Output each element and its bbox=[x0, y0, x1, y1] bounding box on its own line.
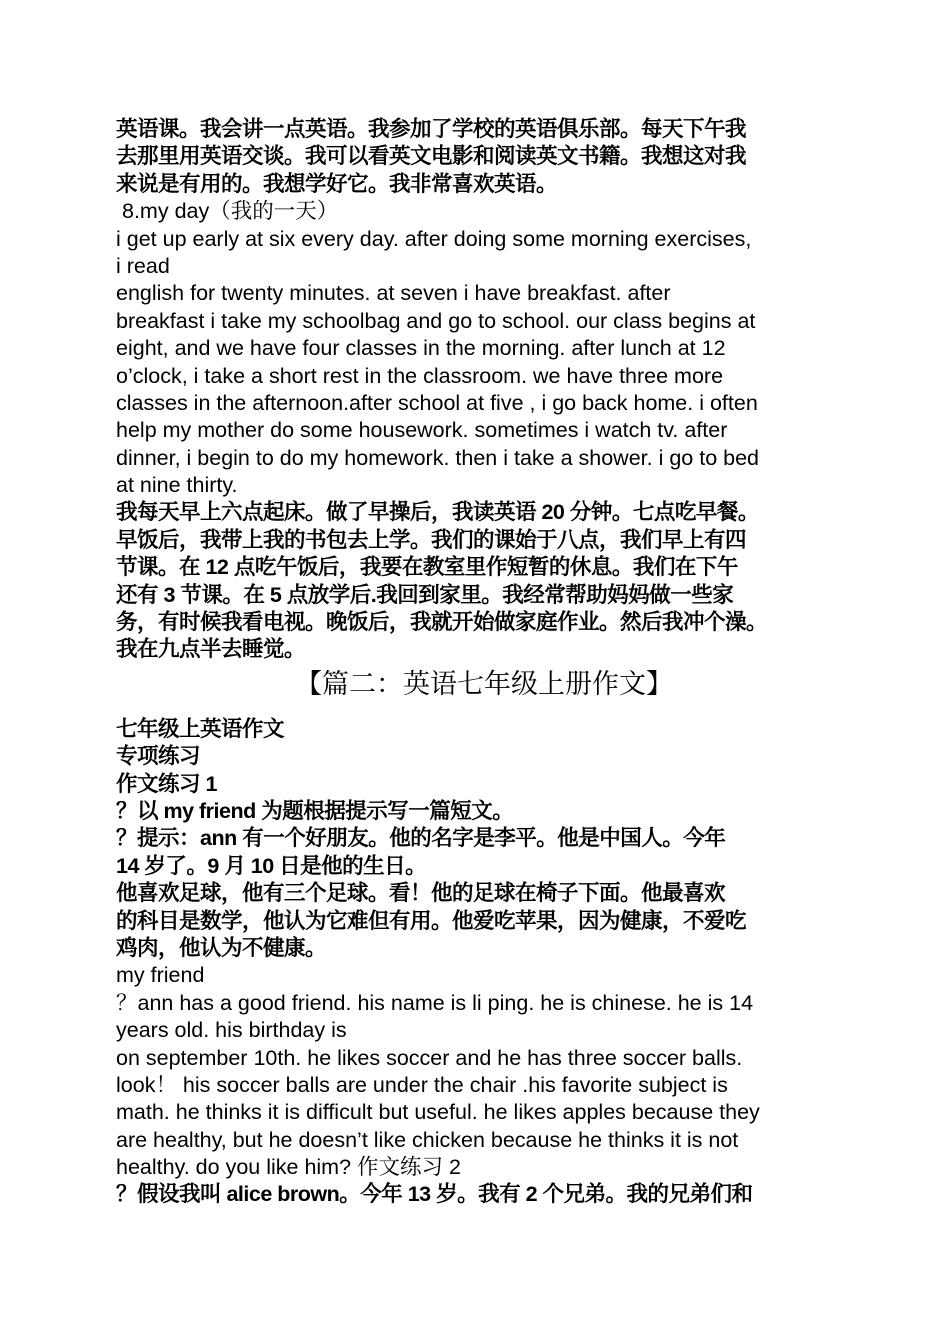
s2-line-18: ？假设我叫 alice brown。今年 13 岁。我有 2 个兄弟。我的兄弟们和 bbox=[116, 1182, 753, 1207]
en-para-line-9: dinner, i begin to do my homework. then i take a shower. i go to bed bbox=[116, 445, 759, 470]
en-para-line-1: i get up early at six every day. after doing some morning exercises, bbox=[116, 226, 752, 251]
document-body bbox=[116, 116, 852, 1209]
s2-line-16: are healthy, but he doesn’t like chicken because he thinks it is not bbox=[116, 1127, 739, 1152]
s2-line-11: ？ann has a good friend. his name is li ping. he is chinese. he is 14 bbox=[116, 990, 754, 1015]
s2-line-14: look！ his soccer balls are under the chair .his favorite subject is bbox=[116, 1072, 728, 1097]
s2-line-5: ？提示：ann 有一个好朋友。他的名字是李平。他是中国人。今年 bbox=[116, 826, 726, 851]
cn-para-a-line-2: 去那里用英语交谈。我可以看英文电影和阅读英文书籍。我想这对我 bbox=[116, 144, 747, 169]
s2-line-6: 14 岁了。9 月 10 日是他的生日。 bbox=[116, 853, 427, 878]
essay-heading-my-day: 8.my day（我的一天） bbox=[122, 199, 339, 224]
s2-line-13: on september 10th. he likes soccer and he has three soccer balls. bbox=[116, 1045, 743, 1070]
s2-line-9: 鸡肉，他认为不健康。 bbox=[116, 935, 327, 960]
en-para-line-5: eight, and we have four classes in the morning. after lunch at 12 bbox=[116, 336, 726, 361]
s2-line-12: years old. his birthday is bbox=[116, 1018, 347, 1043]
s2-line-4: ？以 my friend 为题根据提示写一篇短文。 bbox=[116, 798, 514, 823]
en-para-line-7: classes in the afternoon.after school at five , i go back home. i often bbox=[116, 390, 758, 415]
s2-line-7: 他喜欢足球，他有三个足球。看！他的足球在椅子下面。他最喜欢 bbox=[116, 881, 726, 906]
s2-line-15: math. he thinks it is difficult but useful. he likes apples because they bbox=[116, 1100, 760, 1125]
cn-para-b-line-1: 我每天早上六点起床。做了早操后，我读英语 20 分钟。七点吃早餐。 bbox=[116, 500, 759, 525]
en-para-line-10: at nine thirty. bbox=[116, 473, 238, 498]
cn-para-b-line-5: 务，有时候我看电视。晚饭后，我就开始做家庭作业。然后我冲个澡。 bbox=[116, 610, 768, 635]
cn-para-b-line-6: 我在九点半去睡觉。 bbox=[116, 637, 306, 662]
en-para-line-3: english for twenty minutes. at seven i have breakfast. after bbox=[116, 281, 671, 306]
en-para-line-6: o’clock, i take a short rest in the classroom. we have three more bbox=[116, 363, 724, 388]
cn-para-a-line-1: 英语课。我会讲一点英语。我参加了学校的英语俱乐部。每天下午我 bbox=[116, 117, 747, 141]
s2-line-1: 七年级上英语作文 bbox=[116, 716, 285, 741]
cn-para-b-line-2: 早饭后，我带上我的书包去上学。我们的课始于八点，我们早上有四 bbox=[116, 527, 747, 552]
s2-line-17: healthy. do you like him? 作文练习 2 bbox=[116, 1155, 461, 1180]
en-para-line-8: help my mother do some housework. sometimes i watch tv. after bbox=[116, 418, 728, 443]
s2-line-8: 的科目是数学，他认为它难但有用。他爱吃苹果，因为健康，不爱吃 bbox=[116, 908, 747, 933]
s2-line-10: my friend bbox=[116, 963, 205, 988]
cn-para-a-line-3: 来说是有用的。我想学好它。我非常喜欢英语。 bbox=[116, 171, 558, 196]
section-title: 【篇二：英语七年级上册作文】 bbox=[295, 668, 673, 699]
s2-line-3: 作文练习 1 bbox=[116, 771, 217, 796]
cn-para-b-line-3: 节课。在 12 点吃午饭后，我要在教室里作短暂的休息。我们在下午 bbox=[116, 555, 738, 580]
en-para-line-4: breakfast i take my schoolbag and go to school. our class begins at bbox=[116, 308, 756, 333]
cn-para-b-line-4: 还有 3 节课。在 5 点放学后.我回到家里。我经常帮助妈妈做一些家 bbox=[116, 582, 734, 607]
s2-line-2: 专项练习 bbox=[116, 744, 201, 769]
en-para-line-2: i read bbox=[116, 253, 170, 278]
